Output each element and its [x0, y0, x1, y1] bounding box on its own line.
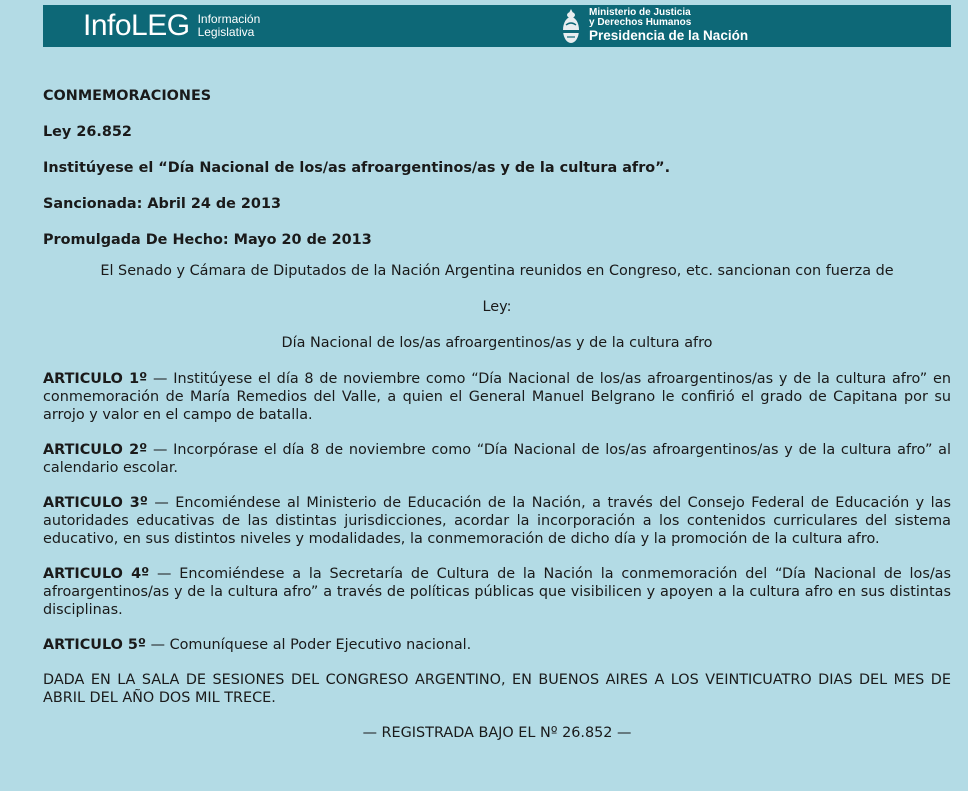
closing-statement: DADA EN LA SALA DE SESIONES DEL CONGRESO ARGENTINO, EN BUENOS AIRES A LOS VEINTICUATRO DIAS DEL MES DE ABRIL DEL AÑO DOS MIL TRECE.	[43, 672, 951, 706]
article-3-label: ARTICULO 3º	[43, 495, 148, 511]
article-1-text: — Institúyese el día 8 de noviembre como “Día Nacional de los/as afroargentinos/as y de la cultura afro” en conmemoración de María Remedios del Valle, a quien el General Manuel Belgrano le confirió el grado de Capitana por su arrojo y valor en el campo de batalla.	[43, 371, 951, 423]
article-2-label: ARTICULO 2º	[43, 442, 148, 458]
article-4-text: — Encomiéndese a la Secretaría de Cultura de la Nación la conmemoración del “Día Nacional de los/as afroargentinos/as y de la cultura afro” a través de políticas públicas que visibilicen y apoyen a la cultura afro en sus distintas disciplinas.	[43, 566, 951, 618]
article-3	[43, 494, 951, 548]
law-title: Institúyese el “Día Nacional de los/as afroargentinos/as y de la cultura afro”.	[43, 160, 671, 176]
infoleg-logo[interactable]	[83, 10, 260, 42]
registration-line: — REGISTRADA BAJO EL Nº 26.852 —	[362, 725, 632, 741]
law-number: Ley 26.852	[43, 124, 132, 140]
brand-tagline-line1: Información	[197, 12, 261, 26]
article-5-label: ARTICULO 5º	[43, 637, 147, 653]
ministry-logo[interactable]	[561, 7, 748, 45]
preamble: El Senado y Cámara de Diputados de la Nación Argentina reunidos en Congreso, etc. sancionan con fuerza de	[100, 263, 894, 279]
brand-name: InfoLEG	[83, 9, 190, 42]
article-2-text: — Incorpórase el día 8 de noviembre como “Día Nacional de los/as afroargentinos/as y de la cultura afro” al calendario escolar.	[43, 442, 951, 476]
law-document	[43, 87, 951, 742]
article-4-label: ARTICULO 4º	[43, 566, 150, 582]
header-banner	[43, 5, 951, 47]
brand-tagline	[198, 13, 261, 39]
article-4	[43, 565, 951, 619]
ministry-line-1: Ministerio de Justicia	[589, 7, 691, 18]
article-1	[43, 370, 951, 424]
ministry-name	[589, 8, 748, 44]
law-subtitle: Día Nacional de los/as afroargentinos/as y de la cultura afro	[281, 335, 713, 351]
brand-tagline-line2: Legislativa	[197, 25, 255, 39]
ministry-line-3: Presidencia de la Nación	[589, 28, 749, 43]
article-5-text: — Comuníquese al Poder Ejecutivo nacional.	[146, 637, 472, 653]
article-1-label: ARTICULO 1º	[43, 371, 148, 387]
promulgation-date: Promulgada De Hecho: Mayo 20 de 2013	[43, 232, 372, 248]
coat-of-arms-icon	[561, 7, 581, 45]
sanction-date: Sancionada: Abril 24 de 2013	[43, 196, 281, 212]
ley-label: Ley:	[482, 299, 512, 315]
ministry-line-2: y Derechos Humanos	[589, 17, 692, 28]
section-heading: CONMEMORACIONES	[43, 88, 212, 104]
article-5	[43, 636, 951, 654]
article-3-text: — Encomiéndese al Ministerio de Educación de la Nación, a través del Consejo Federal de Educación y las autoridades educativas de las distintas jurisdicciones, acordar la incorporación a los contenidos curriculares del sistema educativo, en sus distintos niveles y modalidades, la conmemoración de dicho día y la promoción de la cultura afro.	[43, 495, 951, 547]
article-2	[43, 441, 951, 477]
